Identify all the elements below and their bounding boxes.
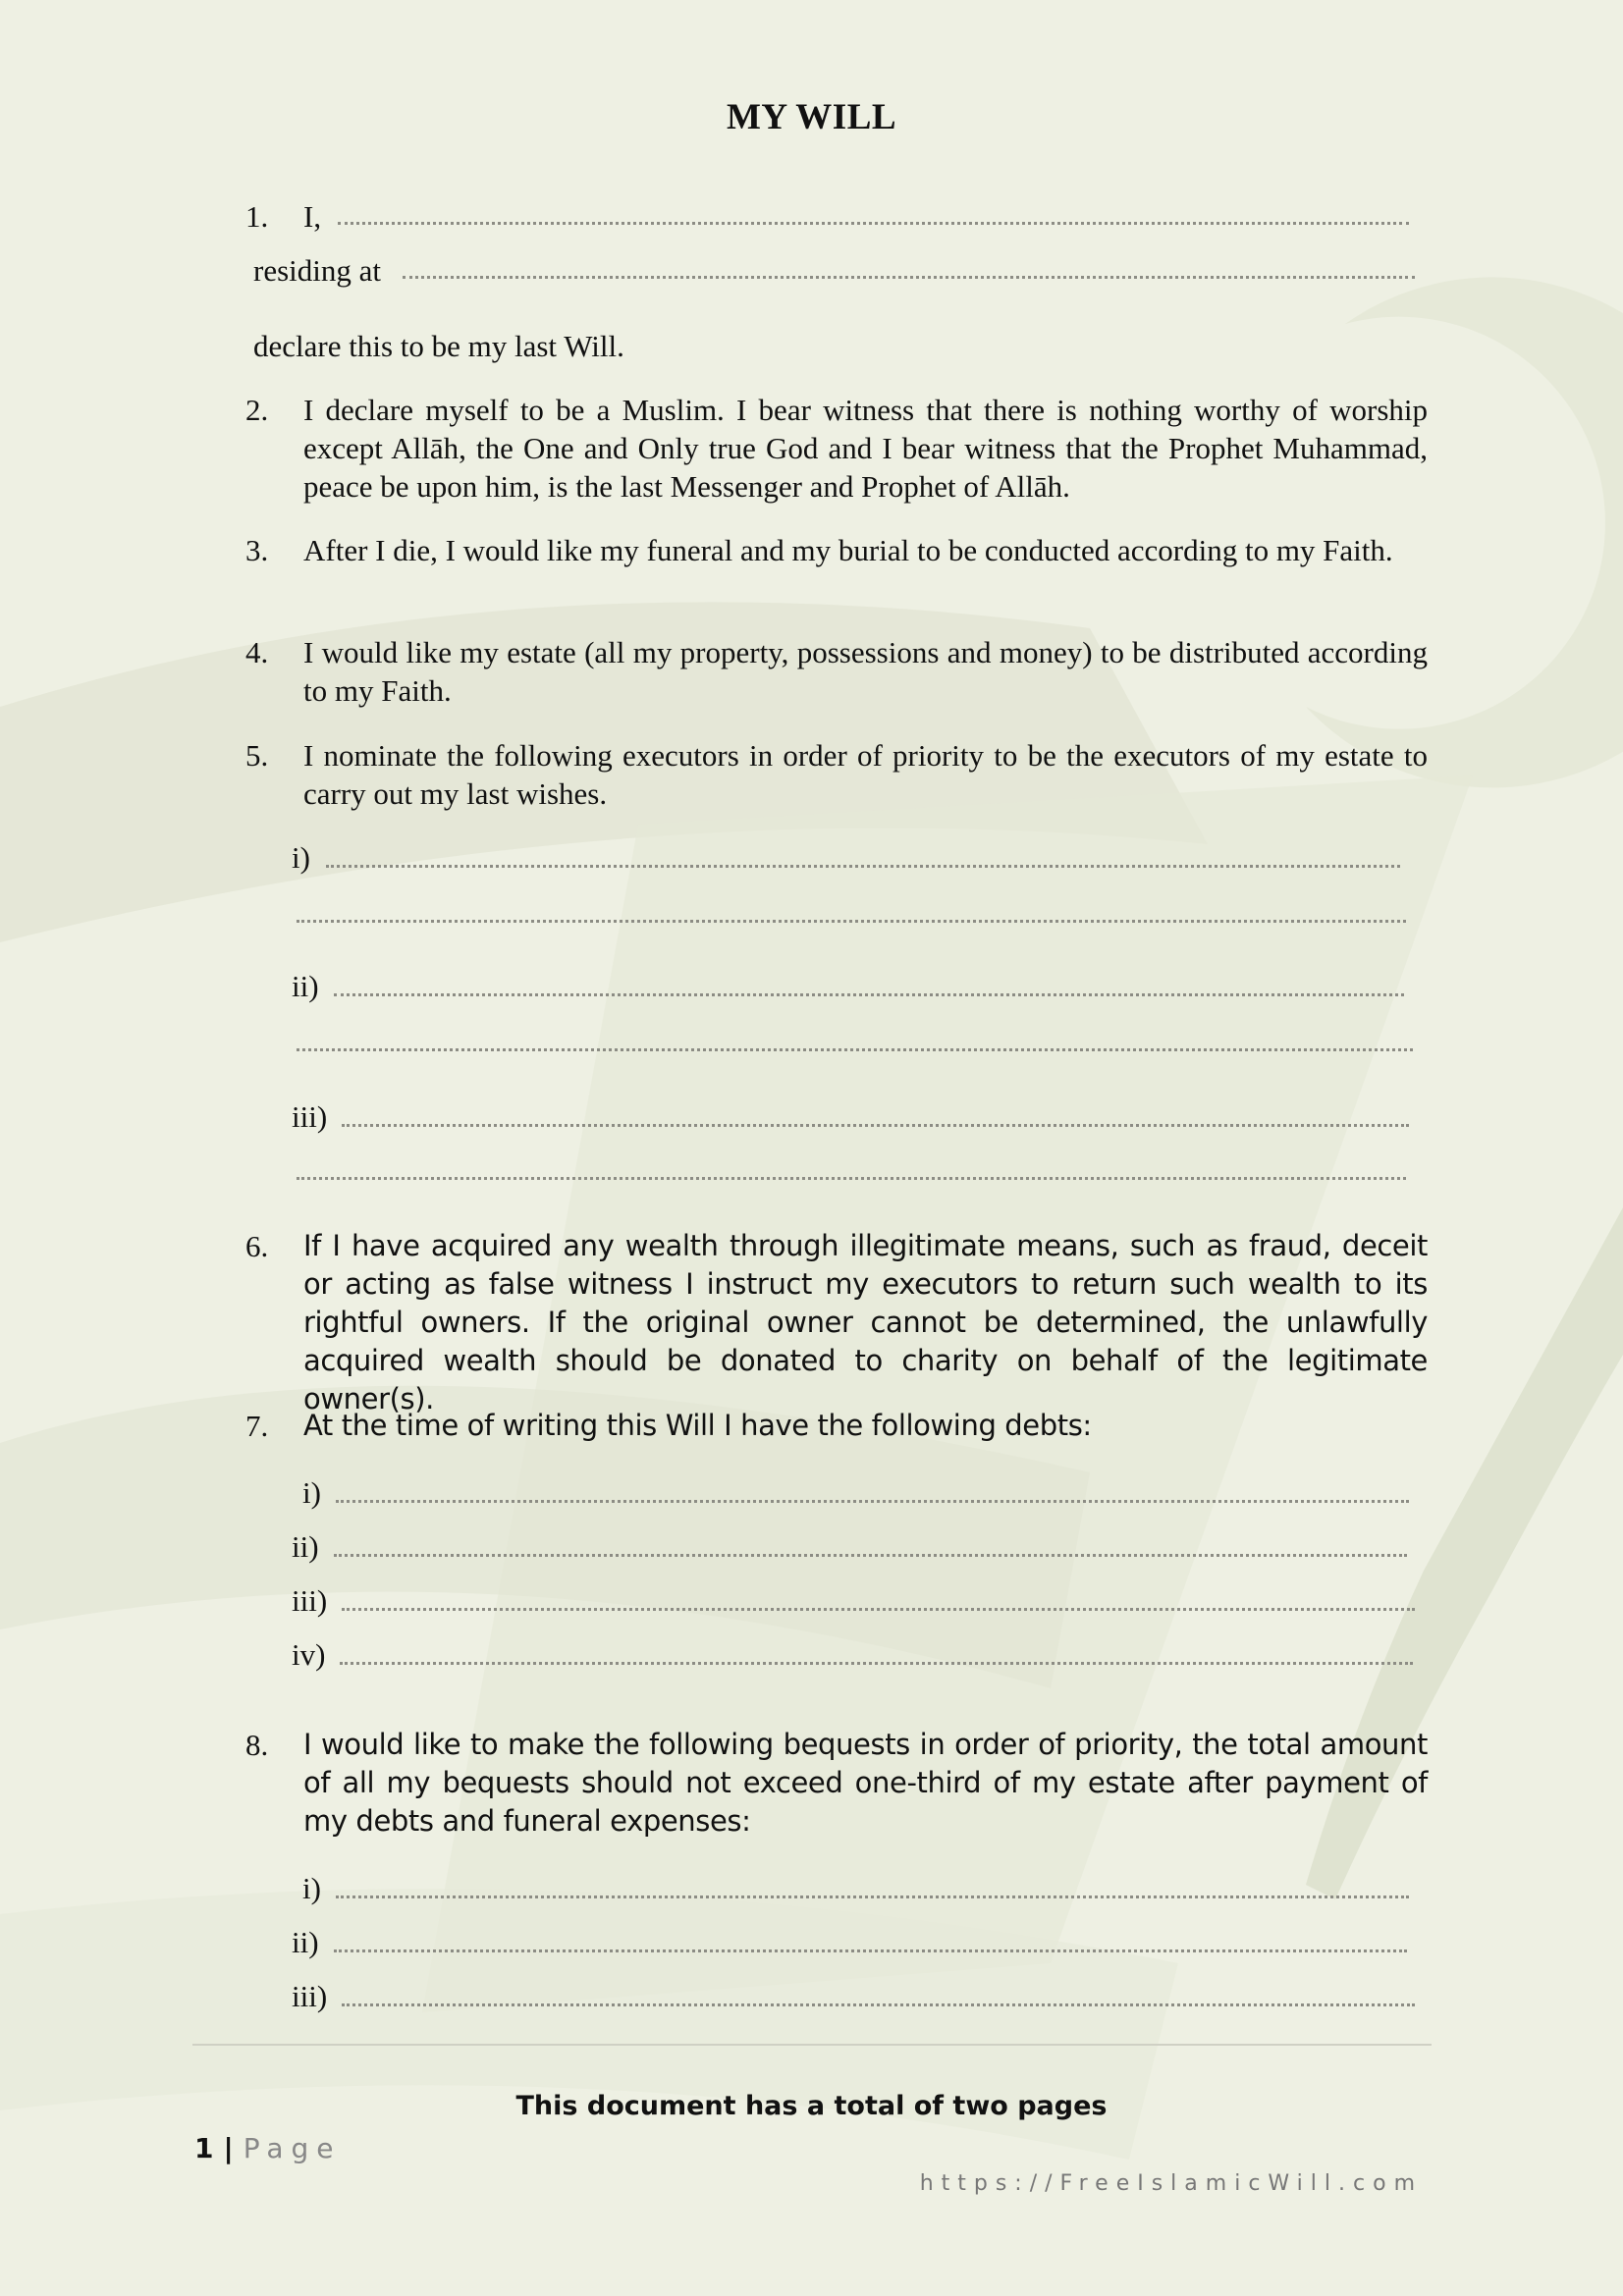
page-separator: |: [223, 2132, 234, 2164]
footer-note: This document has a total of two pages: [515, 2091, 1108, 2121]
debt-1-label: i): [302, 1475, 321, 1510]
debt-1-field[interactable]: [336, 1500, 1409, 1503]
page-label: Page: [243, 2132, 342, 2164]
debt-2-label: ii): [292, 1529, 319, 1564]
item-8-number: 8.: [245, 1728, 269, 1762]
executor-1-field-line1[interactable]: [326, 865, 1400, 868]
executor-2-field-line2[interactable]: [297, 1048, 1413, 1051]
debt-2-field[interactable]: [334, 1554, 1407, 1557]
name-label: I,: [303, 199, 322, 234]
declaration-text: declare this to be my last Will.: [253, 329, 624, 363]
item-1-number: 1.: [245, 199, 269, 234]
bequest-3-field[interactable]: [342, 2003, 1415, 2006]
item-4-text: I would like my estate (all my property, possessions and money) to be distributed according to my Faith.: [303, 635, 1428, 708]
item-6-number: 6.: [245, 1229, 269, 1263]
item-4-number: 4.: [245, 635, 269, 669]
bequest-1-field[interactable]: [336, 1896, 1409, 1898]
debt-4-field[interactable]: [340, 1662, 1413, 1665]
website-url[interactable]: https://FreeIslamicWill.com: [919, 2171, 1423, 2196]
executor-1-field-line2[interactable]: [297, 920, 1406, 923]
item-5-text: I nominate the following executors in order of priority to be the executors of my estate to carry out my last wishes.: [303, 738, 1428, 811]
item-5-number: 5.: [245, 738, 269, 773]
item-7-number: 7.: [245, 1409, 269, 1443]
item-2-text: I declare myself to be a Muslim. I bear witness that there is nothing worthy of worship except Allāh, the One and Only true God and I bear witness that the Prophet Muhammad, peace be upon him, is the last Messenger and Prophet of Allāh.: [303, 393, 1428, 504]
bequest-2-field[interactable]: [334, 1949, 1407, 1952]
debt-4-label: iv): [292, 1637, 326, 1672]
item-2-number: 2.: [245, 393, 269, 427]
item-8-text: I would like to make the following bequests in order of priority, the total amount of all my bequests should not exceed one-third of my estate after payment of my debts and funeral expenses:: [303, 1728, 1428, 1838]
bequest-3-label: iii): [292, 1979, 328, 2013]
item-6-text: If I have acquired any wealth through illegitimate means, such as fraud, deceit or acting as false witness I instruct my executors to return such wealth to its rightful owners. If the original owner cannot be determined, the unlawfully acquired wealth should be donated to charity on behalf of the legitimate owner(s).: [303, 1229, 1428, 1415]
bequest-2-label: ii): [292, 1925, 319, 1959]
page-title: MY WILL: [726, 97, 897, 137]
executor-1-label: i): [292, 840, 310, 875]
debt-3-field[interactable]: [342, 1608, 1415, 1611]
name-field[interactable]: [338, 222, 1409, 225]
footer-divider: [192, 2044, 1432, 2046]
item-7-text: At the time of writing this Will I have the following debts:: [303, 1409, 1092, 1442]
residence-field[interactable]: [403, 276, 1415, 279]
item-3-text: After I die, I would like my funeral and my burial to be conducted according to my Faith.: [303, 533, 1393, 567]
executor-3-field-line1[interactable]: [342, 1124, 1409, 1127]
bequest-1-label: i): [302, 1871, 321, 1905]
residence-label: residing at: [253, 253, 381, 288]
executor-3-field-line2[interactable]: [297, 1177, 1406, 1180]
item-3-number: 3.: [245, 533, 269, 567]
page-number-value: 1: [194, 2132, 214, 2164]
executor-2-field-line1[interactable]: [334, 993, 1404, 996]
executor-2-label: ii): [292, 969, 319, 1003]
executor-3-label: iii): [292, 1099, 328, 1134]
page-number: [194, 2132, 342, 2164]
debt-3-label: iii): [292, 1583, 328, 1618]
